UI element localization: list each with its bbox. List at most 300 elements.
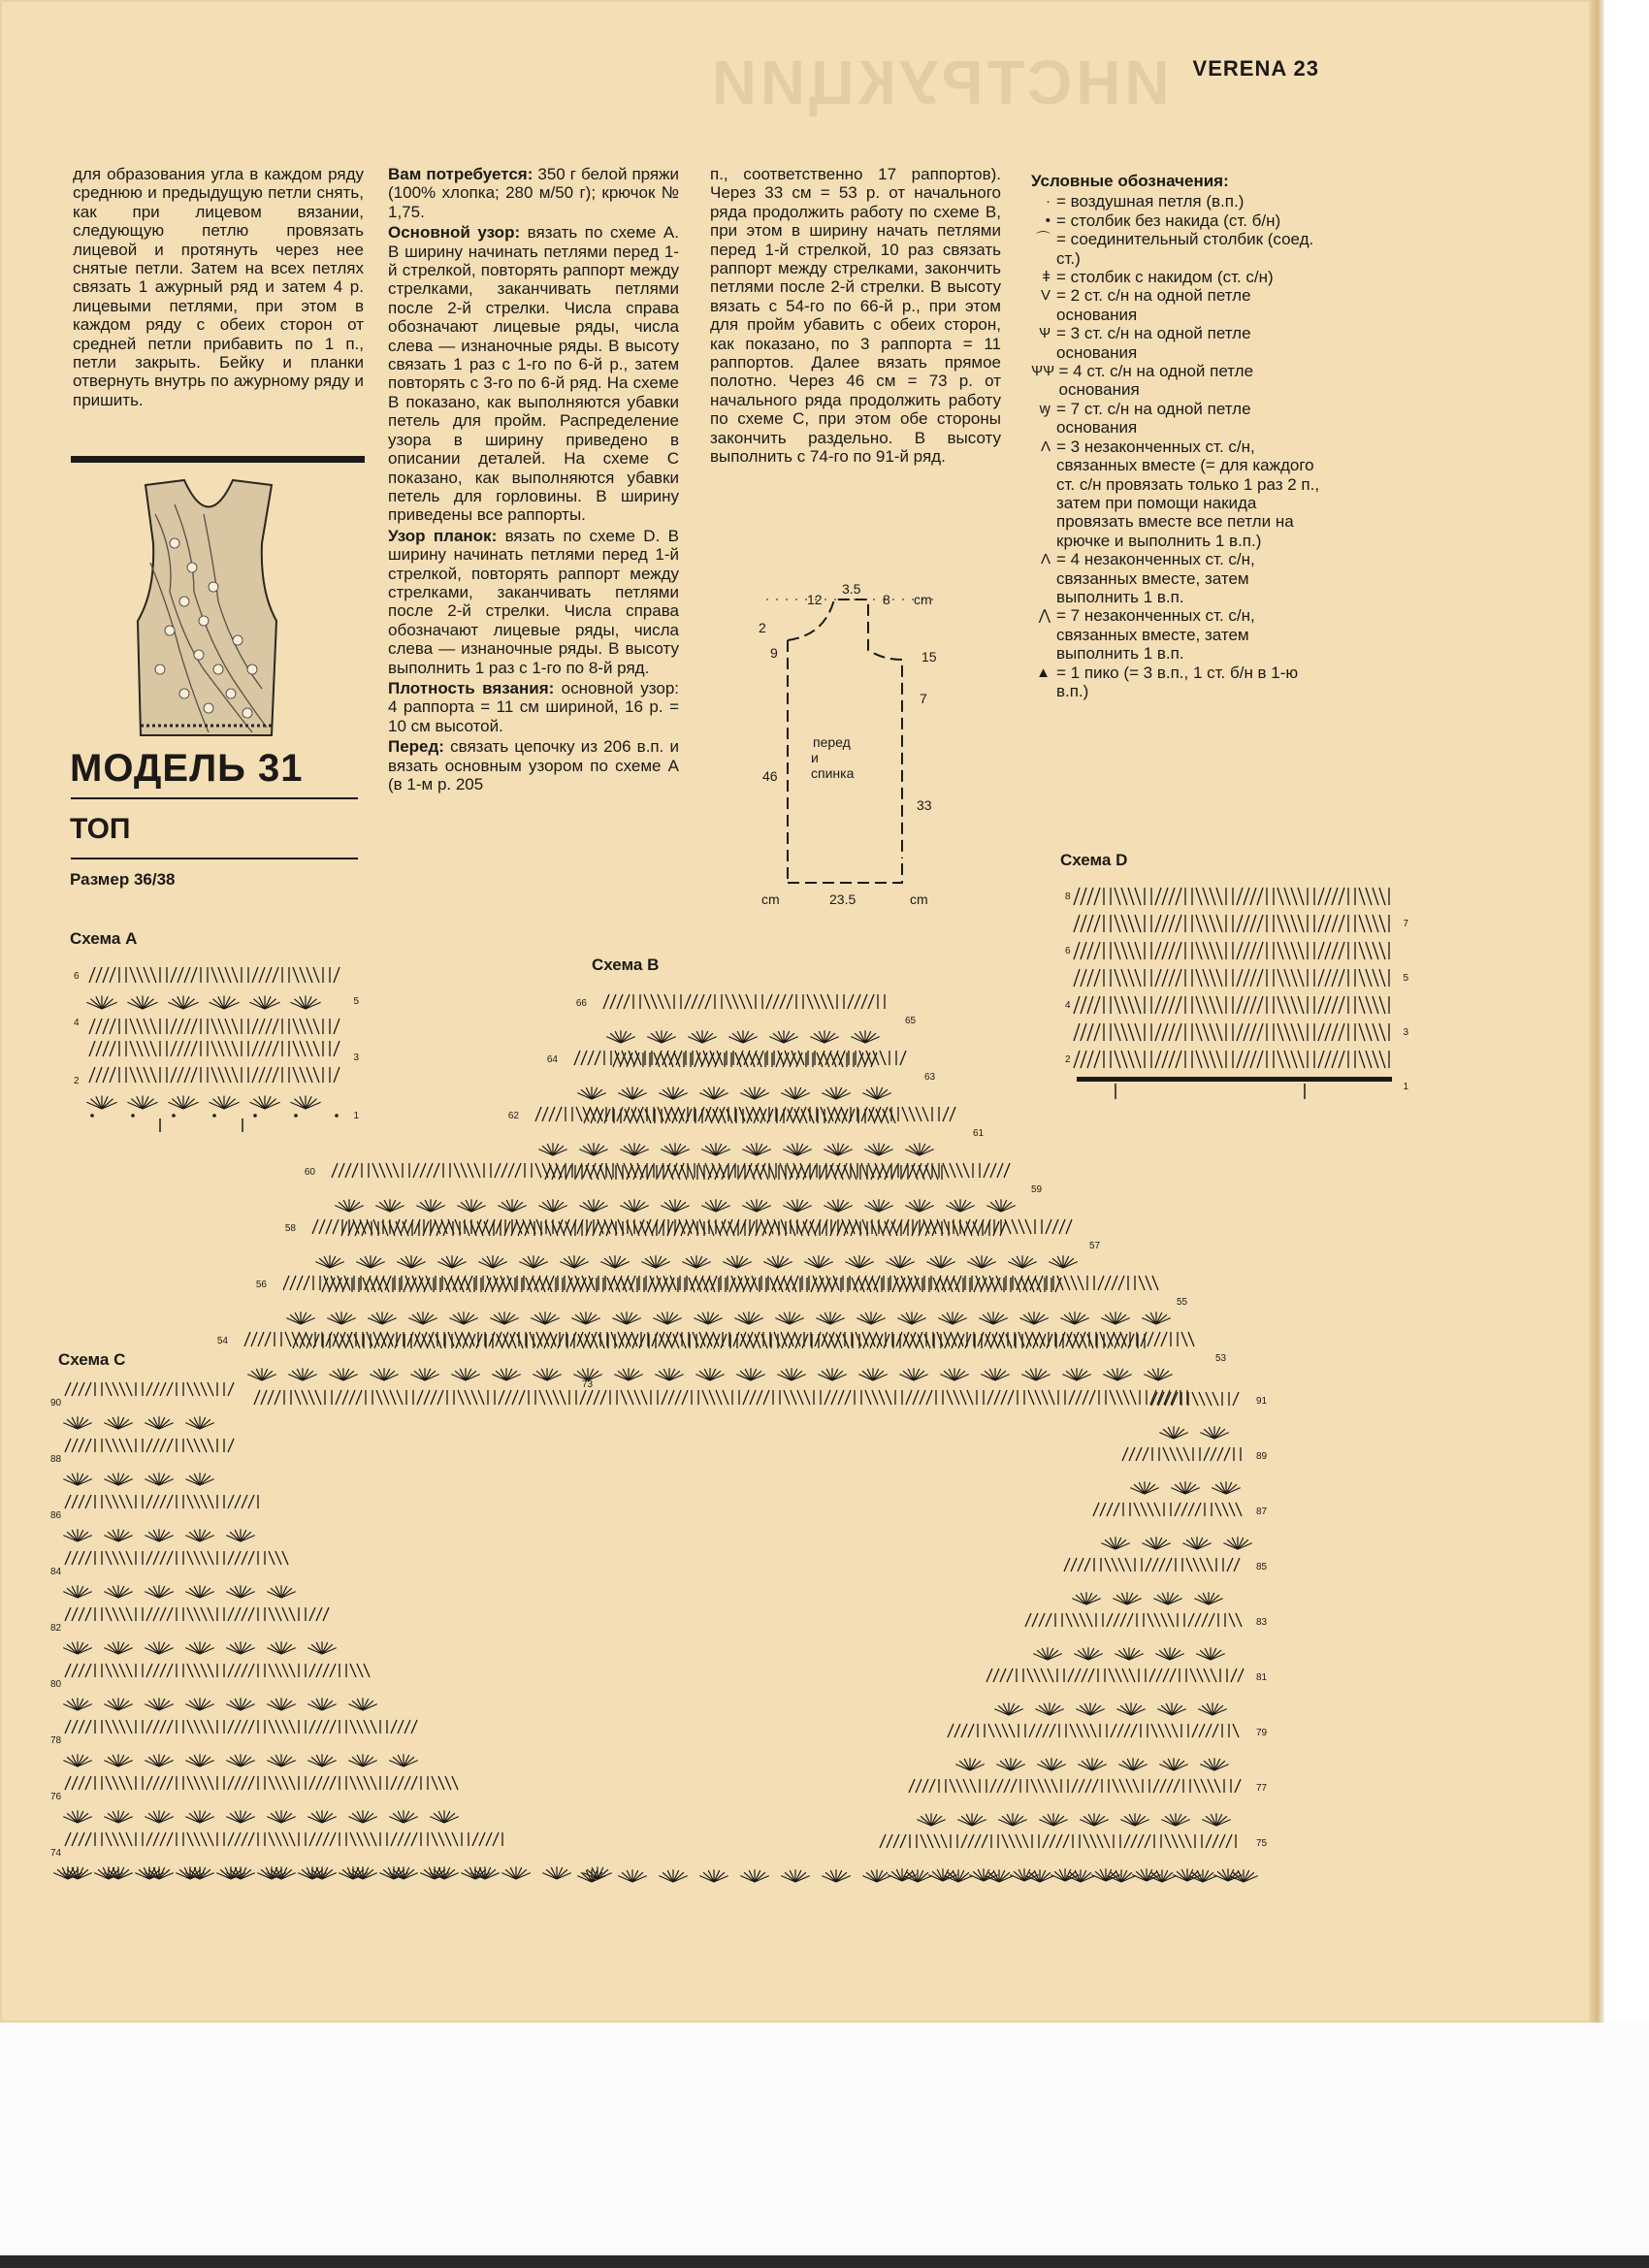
model-title: МОДЕЛЬ 31 bbox=[70, 747, 304, 790]
materials-heading: Вам потребуется: bbox=[388, 165, 534, 183]
fan-stitch-symbol bbox=[267, 1698, 295, 1710]
stitch-row-symbols bbox=[1074, 888, 1389, 905]
fan-stitch-symbol bbox=[682, 1255, 710, 1268]
fan-stitch-symbol bbox=[1212, 1481, 1240, 1494]
legend bbox=[1031, 172, 1322, 700]
v3-icon: Ѱ bbox=[1039, 325, 1051, 342]
legend-text: = 4 незаконченных ст. с/н, связанных вместе, затем выполнить 1 в.п. bbox=[1056, 550, 1255, 606]
stitch-row-symbols bbox=[65, 1832, 502, 1846]
row-number: 75 bbox=[1256, 1838, 1268, 1849]
row-number: 86 bbox=[50, 1510, 62, 1521]
row-number: 61 bbox=[973, 1128, 985, 1139]
row-number: 8 bbox=[1065, 891, 1071, 902]
row-number: 4 bbox=[1065, 1000, 1071, 1011]
stitch-row-symbols bbox=[1074, 996, 1389, 1014]
fan-stitch-symbol bbox=[185, 1641, 213, 1654]
fan-stitch-symbol bbox=[1194, 1592, 1222, 1604]
fan-stitch-symbol bbox=[375, 1199, 404, 1212]
fan-stitch-symbol bbox=[86, 1096, 116, 1110]
fan-stitch-symbol bbox=[905, 1143, 933, 1155]
legend-text: = 3 ст. с/н на одной петле основания bbox=[1056, 324, 1251, 362]
scheme-a-title: Схема А bbox=[70, 929, 138, 948]
fan-stitch-symbol bbox=[104, 1473, 132, 1485]
fan-stitch-symbol bbox=[307, 1641, 336, 1654]
fan-stitch-symbol bbox=[538, 1199, 566, 1212]
fan-stitch-symbol bbox=[917, 1813, 945, 1826]
fan-stitch-symbol bbox=[986, 1199, 1015, 1212]
main-pattern-heading: Основной узор: bbox=[388, 223, 521, 243]
fan-stitch-symbol bbox=[694, 1312, 722, 1324]
dim-top-4: cm bbox=[914, 592, 932, 607]
fan-stitch-symbol bbox=[389, 1754, 417, 1766]
dim-right-1: 15 bbox=[922, 649, 937, 664]
fan-stitch-symbol bbox=[286, 1312, 314, 1324]
dim-top-1: 12 bbox=[807, 592, 823, 607]
stitch-row-symbols bbox=[65, 1664, 370, 1677]
stitch-row-symbols bbox=[65, 1439, 234, 1452]
legend-item bbox=[1031, 268, 1322, 286]
fan-stitch-symbol bbox=[104, 1754, 132, 1766]
dim-bottom-3: cm bbox=[910, 891, 928, 907]
row-number: 2 bbox=[74, 1076, 80, 1086]
fan-stitch-symbol bbox=[1130, 1481, 1158, 1494]
legend-text: = воздушная петля (в.п.) bbox=[1056, 192, 1245, 211]
fan-stitch-symbol bbox=[701, 1199, 729, 1212]
fan-stitch-symbol bbox=[307, 1698, 336, 1710]
center-label-2: и bbox=[811, 750, 819, 765]
fan7-icon: ꝡ bbox=[1039, 400, 1051, 417]
fan-stitch-symbol bbox=[659, 1086, 687, 1099]
fan-stitch-symbol bbox=[1198, 1702, 1226, 1715]
fan-stitch-symbol bbox=[1037, 1758, 1065, 1770]
fan-stitch-symbol bbox=[699, 1086, 728, 1099]
fan-stitch-symbol bbox=[63, 1810, 91, 1823]
dim-right-3: 33 bbox=[917, 797, 932, 813]
fan-stitch-symbol bbox=[63, 1698, 91, 1710]
dim-right-2: 7 bbox=[920, 691, 927, 706]
fan-stitch-symbol bbox=[781, 1086, 809, 1099]
fan-stitch-symbol bbox=[783, 1199, 811, 1212]
front-paragraph bbox=[388, 737, 679, 794]
fan-stitch-symbol bbox=[864, 1199, 892, 1212]
row-number: 5 bbox=[1403, 973, 1408, 984]
fan-stitch-symbol bbox=[824, 1199, 852, 1212]
fan-stitch-symbol bbox=[775, 1312, 803, 1324]
fan-stitch-symbol bbox=[457, 1199, 485, 1212]
fan-stitch-symbol bbox=[397, 1255, 425, 1268]
row-number: 83 bbox=[1256, 1617, 1268, 1628]
materials-text: 350 г белой пряжи (100% хлопка; 280 м/50 г); крючок № 1,75. bbox=[388, 165, 679, 221]
stitch-row-symbols bbox=[1093, 1503, 1242, 1516]
fan-stitch-symbol bbox=[1008, 1255, 1036, 1268]
legend-item bbox=[1031, 550, 1322, 606]
fan-stitch-symbol bbox=[618, 1086, 646, 1099]
stitch-row-symbols bbox=[1074, 942, 1389, 959]
fan-stitch-symbol bbox=[1153, 1592, 1181, 1604]
intro-text: для образования угла в каждом ряду среднюю и предыдущую петли снять, как при лицевом вязании, следующую петлю провязать лицевой и протянуть через нее снятые петли. Затем на всех петлях связать 1 ажурный ряд и затем 4 р. лицевыми петлями, при этом в каждом ряду с обеих сторон от средней петли прибавить по 1 п., петли закрыть. Бейку и планки отвернуть внутрь по ажурному ряду и пришить. bbox=[73, 165, 364, 409]
stitch-row-symbols bbox=[1074, 915, 1389, 932]
row-number: 6 bbox=[1065, 946, 1071, 956]
row-number: 1 bbox=[353, 1111, 359, 1121]
fan-stitch-symbol bbox=[1118, 1758, 1147, 1770]
row-number: 65 bbox=[905, 1016, 917, 1026]
fan-stitch-symbol bbox=[1080, 1813, 1108, 1826]
foundation-chain bbox=[1077, 1077, 1392, 1082]
fan-stitch-symbol bbox=[816, 1312, 844, 1324]
fan-stitch-symbol bbox=[740, 1869, 768, 1882]
fan-stitch-symbol bbox=[577, 1869, 605, 1882]
fan-stitch-symbol bbox=[1039, 1813, 1067, 1826]
fan-stitch-symbol bbox=[1200, 1426, 1228, 1439]
stitch-row-symbols bbox=[1151, 1392, 1239, 1406]
fan-stitch-symbol bbox=[1155, 1647, 1183, 1660]
stitch-row-symbols bbox=[1064, 1558, 1240, 1571]
legend-text: = столбик с накидом (ст. с/н) bbox=[1056, 268, 1274, 287]
legend-item bbox=[1031, 606, 1322, 663]
row-number: 90 bbox=[50, 1398, 62, 1409]
fan-stitch-symbol bbox=[688, 1030, 716, 1043]
fan-stitch-symbol bbox=[1157, 1702, 1185, 1715]
fan-stitch-symbol bbox=[348, 1698, 376, 1710]
fan-stitch-symbol bbox=[267, 1810, 295, 1823]
continuation-text: п., соответственно 17 раппортов). Через 33 см = 53 р. от начального ряда продолжить работу по схеме В, при этом в ширину начать петлями перед 1-й стрелкой, 10 раз связать раппорт между стрелками, закончить петлями после 2-й стрелки. В высоту вязать с 54-го по 66-й р., при этом для пройм убавить с обеих сторон, как показано, по 3 раппорта = 11 раппортов. Далее вязать прямое полотно. Через 46 см = 73 р. от начального ряда продолжить работу по схеме С, при этом обе стороны закончить раздельно. В высоту выполнить с 74-го по 91-й ряд. bbox=[710, 165, 1001, 467]
chain-stitch-icon: · bbox=[1046, 193, 1051, 211]
double-crochet-icon: ǂ bbox=[1042, 269, 1051, 286]
page-edge bbox=[1591, 0, 1604, 2023]
fan-stitch-symbol bbox=[449, 1312, 477, 1324]
row-number: 76 bbox=[50, 1792, 62, 1802]
fan-stitch-symbol bbox=[104, 1416, 132, 1429]
legend-title: Условные обозначения: bbox=[1031, 172, 1229, 190]
fan-stitch-symbol bbox=[538, 1143, 566, 1155]
fan-stitch-symbol bbox=[659, 1869, 687, 1882]
fan-stitch-symbol bbox=[104, 1641, 132, 1654]
row-number: 58 bbox=[284, 1223, 296, 1234]
row-number: 66 bbox=[575, 998, 587, 1009]
stitch-row-symbols bbox=[603, 994, 885, 1009]
fan-stitch-symbol bbox=[1035, 1702, 1063, 1715]
dim-top-3: 8 bbox=[883, 592, 890, 607]
section-rule bbox=[71, 456, 365, 463]
fan-stitch-symbol bbox=[1171, 1481, 1199, 1494]
legend-item bbox=[1031, 664, 1322, 701]
stitch-row-symbols bbox=[283, 1276, 1158, 1290]
row-number: 74 bbox=[50, 1848, 62, 1859]
border-pattern-paragraph bbox=[388, 527, 679, 677]
fan-stitch-symbol bbox=[606, 1030, 634, 1043]
row-number: 62 bbox=[507, 1111, 519, 1121]
fan-stitch-symbol bbox=[1019, 1312, 1048, 1324]
fan-stitch-symbol bbox=[822, 1869, 850, 1882]
stitch-row-symbols bbox=[909, 1779, 1241, 1793]
stitch-row-symbols bbox=[65, 1776, 458, 1790]
fan-stitch-symbol bbox=[145, 1641, 173, 1654]
fan-stitch-symbol bbox=[63, 1529, 91, 1541]
fan-stitch-symbol bbox=[185, 1529, 213, 1541]
fan-stitch-symbol bbox=[804, 1255, 832, 1268]
fan-stitch-symbol bbox=[226, 1754, 254, 1766]
dim-left-1: 2 bbox=[759, 620, 766, 635]
legend-text: = 3 незаконченных ст. с/н, связанных вместе (= для каждого ст. с/н провязать только 1 раз 2 п., затем при помощи накида провязать вместе все петли на крючке и выполнить 1 в.п.) bbox=[1056, 437, 1320, 550]
row-number: 91 bbox=[1256, 1396, 1268, 1407]
row-number: 87 bbox=[1256, 1507, 1268, 1517]
fan-stitch-symbol bbox=[600, 1255, 629, 1268]
stitch-row-symbols bbox=[1074, 969, 1389, 987]
fan-stitch-symbol bbox=[348, 1810, 376, 1823]
fan-stitch-symbol bbox=[267, 1754, 295, 1766]
row-number: 77 bbox=[1256, 1783, 1268, 1794]
gauge-paragraph bbox=[388, 679, 679, 735]
fan-stitch-symbol bbox=[389, 1810, 417, 1823]
scheme-c-title: Схема С bbox=[58, 1350, 126, 1369]
picot-icon: ▲ bbox=[1036, 664, 1051, 681]
row-number: 6 bbox=[74, 971, 80, 982]
show-through-text: ИНСТРУКЦИИ bbox=[708, 48, 1170, 117]
fan-stitch-symbol bbox=[168, 1096, 198, 1110]
fan-stitch-symbol bbox=[740, 1086, 768, 1099]
fan-stitch-symbol bbox=[416, 1199, 444, 1212]
page-label: VERENA 23 bbox=[1192, 56, 1319, 81]
fan-stitch-symbol bbox=[226, 1585, 254, 1598]
fan-stitch-symbol bbox=[1142, 1537, 1170, 1549]
fan-stitch-symbol bbox=[742, 1143, 770, 1155]
fan-stitch-symbol bbox=[618, 1869, 646, 1882]
fan-stitch-symbol bbox=[145, 1754, 173, 1766]
legend-item bbox=[1031, 324, 1322, 362]
border-pattern-heading: Узор планок: bbox=[388, 526, 498, 545]
fan-stitch-symbol bbox=[1161, 1813, 1189, 1826]
border-pattern-text: вязать по схеме D. В ширину начинать петлями перед 1-й стрелкой, повторять раппорт между стрелками, заканчивать петлями после 2-й стрелки. Числа справа обозначают лицевые ряды, числа слева — изнаночные ряды. В высоту выполнить 1 раз с 1-го по 8-й ряд. bbox=[388, 526, 679, 677]
fan-stitch-symbol bbox=[63, 1754, 91, 1766]
fan-stitch-symbol bbox=[104, 1585, 132, 1598]
fan-stitch-symbol bbox=[145, 1416, 173, 1429]
fan-stitch-symbol bbox=[810, 1030, 838, 1043]
fan-stitch-symbol bbox=[531, 1312, 559, 1324]
fan-stitch-symbol bbox=[781, 1869, 809, 1882]
size-label: Размер 36/38 bbox=[70, 870, 176, 889]
stitch-row-symbols bbox=[613, 1053, 877, 1067]
fan-stitch-symbol bbox=[938, 1312, 966, 1324]
row-number: 53 bbox=[1215, 1353, 1227, 1364]
fan-stitch-symbol bbox=[307, 1810, 336, 1823]
fan-stitch-symbol bbox=[315, 1255, 343, 1268]
fan-stitch-symbol bbox=[335, 1199, 363, 1212]
legend-text: = 4 ст. с/н на одной петле основания bbox=[1058, 362, 1254, 400]
fan-stitch-symbol bbox=[127, 1096, 157, 1110]
legend-item bbox=[1031, 192, 1322, 211]
fan-stitch-symbol bbox=[368, 1312, 396, 1324]
legend-text: = 7 ст. с/н на одной петле основания bbox=[1056, 399, 1251, 437]
fan-stitch-symbol bbox=[1120, 1813, 1148, 1826]
fan-stitch-symbol bbox=[723, 1255, 751, 1268]
row-number: 81 bbox=[1256, 1672, 1268, 1683]
dim-top-2: 3.5 bbox=[842, 581, 861, 597]
legend-item bbox=[1031, 400, 1322, 437]
fan-stitch-symbol bbox=[1049, 1255, 1077, 1268]
legend-text: = 1 пико (= 3 в.п., 1 ст. б/н в 1-ю в.п.) bbox=[1056, 663, 1299, 700]
fan-stitch-symbol bbox=[647, 1030, 675, 1043]
row-number: 4 bbox=[74, 1018, 80, 1028]
cluster4-icon: Ʌ bbox=[1040, 551, 1051, 568]
fan-stitch-symbol bbox=[728, 1030, 757, 1043]
fan-stitch-symbol bbox=[267, 1585, 295, 1598]
fan-stitch-symbol bbox=[1101, 1312, 1129, 1324]
fan-stitch-symbol bbox=[1159, 1426, 1187, 1439]
fan-stitch-symbol bbox=[1223, 1537, 1251, 1549]
fan-stitch-symbol bbox=[63, 1641, 91, 1654]
fan-stitch-symbol bbox=[104, 1529, 132, 1541]
v4-icon: ѰѰ bbox=[1031, 363, 1054, 380]
fan-stitch-symbol bbox=[769, 1030, 797, 1043]
fan-stitch-symbol bbox=[862, 1086, 890, 1099]
row-number: 5 bbox=[353, 996, 359, 1007]
fan-stitch-symbol bbox=[1142, 1312, 1170, 1324]
fan-stitch-symbol bbox=[1076, 1702, 1104, 1715]
fan-stitch-symbol bbox=[226, 1810, 254, 1823]
fan-stitch-symbol bbox=[437, 1255, 466, 1268]
legend-item bbox=[1031, 211, 1322, 230]
fan-stitch-symbol bbox=[560, 1255, 588, 1268]
instructions-column bbox=[388, 165, 679, 795]
fan-stitch-symbol bbox=[501, 1866, 530, 1879]
fan-stitch-symbol bbox=[661, 1143, 689, 1155]
fan-stitch-symbol bbox=[742, 1199, 770, 1212]
stitch-row-symbols bbox=[986, 1669, 1244, 1682]
fan-stitch-symbol bbox=[577, 1086, 605, 1099]
garment-schematic bbox=[747, 582, 951, 912]
fan-stitch-symbol bbox=[104, 1810, 132, 1823]
fan-stitch-symbol bbox=[145, 1698, 173, 1710]
fan-stitch-symbol bbox=[1072, 1592, 1100, 1604]
row-number: 85 bbox=[1256, 1562, 1268, 1572]
fan-stitch-symbol bbox=[226, 1698, 254, 1710]
fan-stitch-symbol bbox=[145, 1810, 173, 1823]
fan-stitch-symbol bbox=[498, 1199, 526, 1212]
stitch-row-symbols bbox=[535, 1107, 955, 1121]
fan-stitch-symbol bbox=[63, 1585, 91, 1598]
fan-stitch-symbol bbox=[490, 1312, 518, 1324]
fan-stitch-symbol bbox=[851, 1030, 879, 1043]
fan-stitch-symbol bbox=[168, 996, 198, 1010]
legend-text: = 7 незаконченных ст. с/н, связанных вместе, затем выполнить 1 в.п. bbox=[1056, 606, 1255, 664]
fan-stitch-symbol bbox=[145, 1585, 173, 1598]
stitch-row-symbols bbox=[65, 1720, 417, 1733]
instructions-column-2 bbox=[710, 165, 1001, 469]
fan-stitch-symbol bbox=[955, 1758, 984, 1770]
fan-stitch-symbol bbox=[185, 1810, 213, 1823]
dim-bottom-2: 23.5 bbox=[829, 891, 857, 907]
row-number: 3 bbox=[1403, 1027, 1408, 1038]
fan-stitch-symbol bbox=[905, 1199, 933, 1212]
legend-item bbox=[1031, 437, 1322, 550]
fan-stitch-symbol bbox=[824, 1143, 852, 1155]
fan-stitch-symbol bbox=[145, 1473, 173, 1485]
legend-item bbox=[1031, 362, 1322, 400]
legend-item bbox=[1031, 286, 1322, 324]
fan-stitch-symbol bbox=[994, 1702, 1022, 1715]
fan-stitch-symbol bbox=[1182, 1537, 1211, 1549]
front-text: связать цепочку из 206 в.п. и вязать основным узором по схеме А (в 1-м р. 205 bbox=[388, 737, 679, 794]
fan-stitch-symbol bbox=[307, 1754, 336, 1766]
row-number: 79 bbox=[1256, 1728, 1268, 1738]
row-number: 59 bbox=[1031, 1184, 1043, 1195]
legend-item bbox=[1031, 230, 1322, 268]
gauge-heading: Плотность вязания: bbox=[388, 678, 555, 697]
cluster3-icon: Λ bbox=[1040, 437, 1051, 455]
main-pattern-text: вязать по схеме А. В ширину начинать петлями перед 1-й стрелкой, повторять раппорт между стрелками, заканчивать петлями после 2-й стрелки. Числа справа обозначают лицевые ряды, числа слева — изнаночные ряды. В высоту связать 1 раз с 1-го по 6-й р., затем повторять с 3-го по 6-й ряд. На схеме В показано, как выполняются убавки петель для пройм. Распределение узора в ширину приведено в описании деталей. На схеме С показано, как выполняются убавки петель для горловины. В ширину приведены все раппорты. bbox=[388, 223, 679, 525]
fan-stitch-symbol bbox=[226, 1529, 254, 1541]
stitch-row-symbols bbox=[65, 1382, 234, 1396]
fan-stitch-symbol bbox=[185, 1585, 213, 1598]
fan-stitch-symbol bbox=[63, 1473, 91, 1485]
title-rule bbox=[71, 797, 358, 799]
stitch-row-symbols bbox=[65, 1495, 258, 1508]
legend-text: = столбик без накида (ст. б/н) bbox=[1056, 211, 1281, 230]
stitch-row-symbols bbox=[65, 1551, 288, 1565]
scanner-background bbox=[0, 2023, 1649, 2268]
fan-stitch-symbol bbox=[897, 1312, 925, 1324]
fan-stitch-symbol bbox=[1060, 1312, 1088, 1324]
scheme-d-diagram bbox=[1057, 878, 1416, 1111]
fan-stitch-symbol bbox=[763, 1255, 792, 1268]
fan-stitch-symbol bbox=[734, 1312, 762, 1324]
fan-stitch-symbol bbox=[1200, 1758, 1228, 1770]
dim-left-3: 46 bbox=[762, 768, 778, 784]
row-number: 80 bbox=[50, 1679, 62, 1690]
scheme-b-title: Схема В bbox=[592, 956, 660, 974]
fan-stitch-symbol bbox=[348, 1754, 376, 1766]
fan-stitch-symbol bbox=[998, 1813, 1026, 1826]
fan-stitch-symbol bbox=[620, 1143, 648, 1155]
fan-stitch-symbol bbox=[1113, 1592, 1141, 1604]
fan-stitch-symbol bbox=[864, 1143, 892, 1155]
row-number: 3 bbox=[353, 1053, 359, 1063]
fan-stitch-symbol bbox=[857, 1312, 885, 1324]
fan-stitch-symbol bbox=[1078, 1758, 1106, 1770]
fan-stitch-symbol bbox=[226, 1641, 254, 1654]
single-crochet-icon: • bbox=[1045, 211, 1051, 229]
fan-stitch-symbol bbox=[886, 1255, 914, 1268]
fan-stitch-symbol bbox=[356, 1255, 384, 1268]
fan-stitch-symbol bbox=[408, 1312, 436, 1324]
fan-stitch-symbol bbox=[699, 1869, 728, 1882]
row-number: 78 bbox=[50, 1735, 62, 1746]
dim-left-2: 9 bbox=[770, 645, 778, 661]
stitch-row-symbols bbox=[65, 1607, 329, 1621]
garment-type: ТОП bbox=[70, 813, 131, 845]
fan-stitch-symbol bbox=[519, 1255, 547, 1268]
fan-stitch-symbol bbox=[1115, 1647, 1143, 1660]
fan-stitch-symbol bbox=[620, 1199, 648, 1212]
legend-text: = 2 ст. с/н на одной петле основания bbox=[1056, 286, 1251, 324]
scheme-c-right-diagram bbox=[582, 1379, 1455, 1901]
fan-stitch-symbol bbox=[185, 1473, 213, 1485]
fan-stitch-symbol bbox=[579, 1143, 607, 1155]
row-number: 2 bbox=[1065, 1054, 1071, 1065]
fan-stitch-symbol bbox=[104, 1698, 132, 1710]
fan-stitch-symbol bbox=[845, 1255, 873, 1268]
main-pattern-paragraph bbox=[388, 223, 679, 525]
row-number: 7 bbox=[1403, 919, 1408, 929]
fan-stitch-symbol bbox=[430, 1810, 458, 1823]
front-heading: Перед: bbox=[388, 737, 444, 757]
row-number: 56 bbox=[255, 1280, 267, 1290]
schematic-outline bbox=[788, 640, 902, 883]
fan-stitch-symbol bbox=[267, 1641, 295, 1654]
fan-stitch-symbol bbox=[542, 1866, 570, 1879]
stitch-row-symbols bbox=[1025, 1613, 1242, 1627]
row-number: 55 bbox=[1177, 1297, 1188, 1308]
